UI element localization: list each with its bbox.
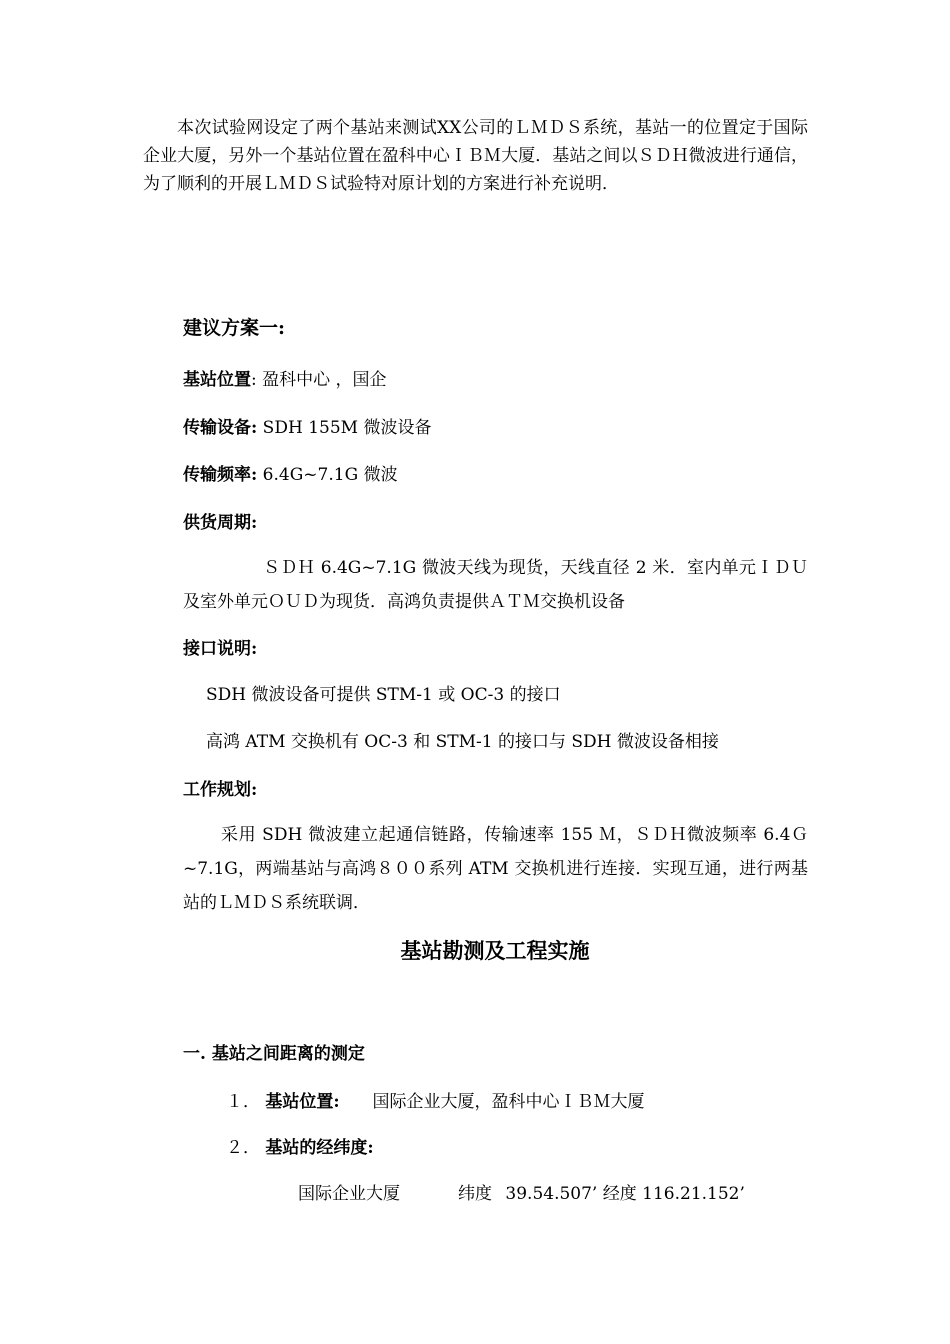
item2-number: ２．	[226, 1138, 260, 1158]
supply-paragraph: ＳＤＨ 6.4G~7.1G 微波天线为现货，天线直径 2 米．室内单元ＩＤＵ及室外单元ＯＵＤ为现货．高鸿负责提供ＡＴＭ交换机设备	[183, 558, 808, 612]
transmit-freq-row	[183, 463, 398, 487]
transmit-equip-row	[183, 416, 431, 440]
transmit-equip-value: SDH 155M 微波设备	[257, 418, 432, 438]
location-row	[183, 368, 387, 392]
coordinate-lat-value: 39.54.507’	[505, 1184, 598, 1204]
item1-value: 国际企业大厦，盈科中心ＩＢＭ大厦	[372, 1092, 645, 1112]
interface-line-2: 高鸿 ATM 交换机有 OC-3 和 STM-1 的接口与 SDH 微波设备相接	[206, 732, 719, 752]
interface-line-1: SDH 微波设备可提供 STM-1 或 OC-3 的接口	[206, 685, 561, 705]
work-paragraph: 采用 SDH 微波建立起通信链路，传输速率 155 Ｍ，ＳＤＨ微波频率 6.4Ｇ~7.1G，两端基站与高鸿８００系列 ATM 交换机进行连接．实现互通，进行两基站的ＬＭＤＳ系统联调．	[183, 825, 808, 913]
location-label: 基站位置	[183, 370, 251, 390]
transmit-freq-value: 6.4G~7.1G 微波	[257, 465, 398, 485]
intro-paragraph: 本次试验网设定了两个基站来测试XX公司的ＬＭＤＳ系统，基站一的位置定于国际企业大厦，另外一个基站位置在盈科中心ＩＢＭ大厦．基站之间以ＳＤＨ微波进行通信，为了顺利的开展ＬＭＤＳ试验特对原计划的方案进行补充说明．	[143, 118, 808, 194]
section1-title: 一. 基站之间距离的测定	[183, 1044, 365, 1064]
plan-title: 建议方案一:	[183, 317, 286, 339]
supply-label: 供货周期:	[183, 513, 258, 533]
work-label: 工作规划:	[183, 780, 258, 800]
location-value: : 盈科中心 ，国企	[251, 370, 387, 390]
item1-row	[226, 1090, 645, 1114]
coordinate-lat-label: 纬度	[458, 1184, 492, 1204]
coordinate-row	[298, 1182, 745, 1206]
item2-label: 基站的经纬度:	[265, 1138, 374, 1158]
item1-label: 基站位置:	[265, 1092, 340, 1112]
interface-label: 接口说明:	[183, 639, 258, 659]
transmit-freq-label: 传输频率:	[183, 465, 258, 485]
coordinate-lon-value: 116.21.152’	[642, 1184, 745, 1204]
survey-title: 基站勘测及工程实施	[400, 938, 590, 963]
item2-row	[226, 1136, 374, 1160]
transmit-equip-label: 传输设备:	[183, 418, 258, 438]
coordinate-site-name: 国际企业大厦	[298, 1184, 400, 1204]
coordinate-lon-label: 经度	[602, 1184, 637, 1204]
item1-number: １．	[226, 1092, 260, 1112]
